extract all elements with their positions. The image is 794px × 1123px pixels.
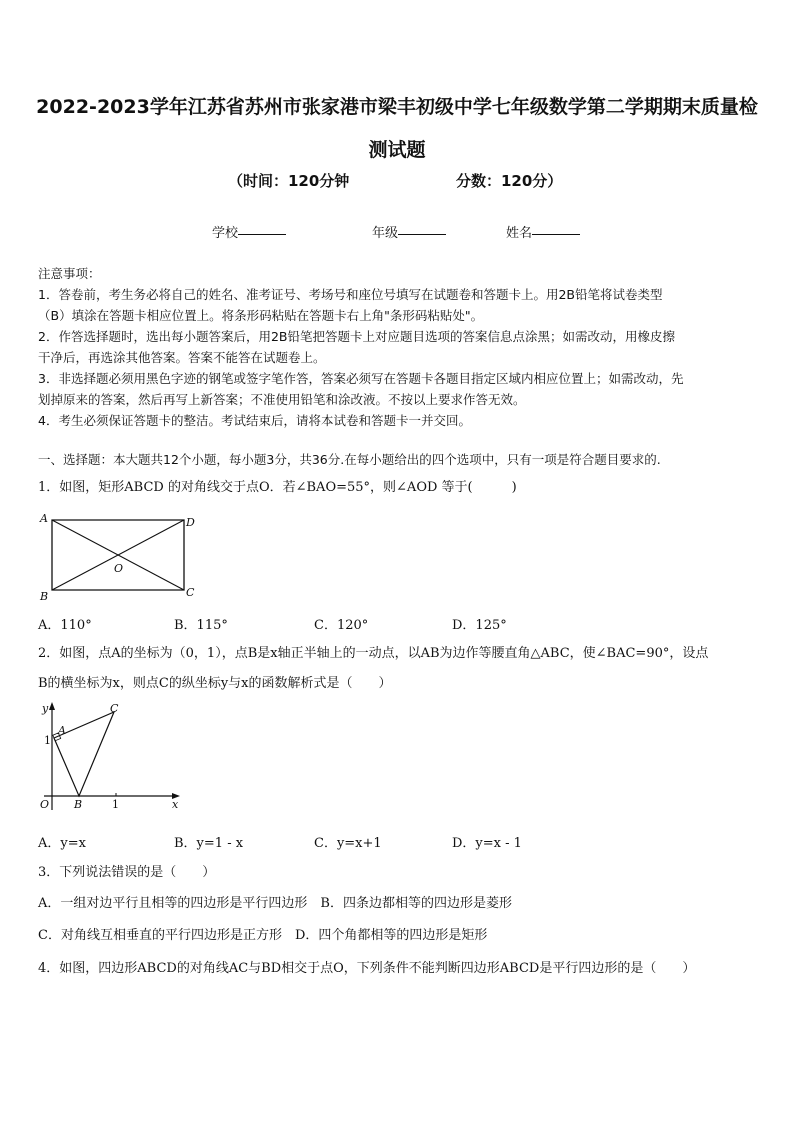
title-line-2: 测试题 xyxy=(368,139,426,161)
note-line: 1．答卷前，考生务必将自己的姓名、准考证号、考场号和座位号填写在试题卷和答题卡上。用2B铅笔将试卷类型 xyxy=(38,287,663,302)
notes-section xyxy=(38,263,758,431)
q2-option-c[interactable]: C．y=x+1 xyxy=(314,836,382,851)
school-field[interactable] xyxy=(212,222,238,241)
total-score: 分数：120分） xyxy=(456,172,563,190)
q1-option-c[interactable]: C．120° xyxy=(314,618,369,633)
name-label: 姓名 xyxy=(506,226,533,241)
label-B: B xyxy=(74,798,83,811)
title-line-1: 2022-2023学年江苏省苏州市张家港市梁丰初级中学七年级数学第二学期期末质量检 xyxy=(36,96,758,118)
label-origin: O xyxy=(40,798,50,811)
label-D: D xyxy=(186,516,195,529)
note-line: 3．非选择题必须用黑色字迹的钢笔或签字笔作答，答案必须写在答题卡各题目指定区域内相应位置上；如需改动，先 xyxy=(38,371,684,386)
label-x-one: 1 xyxy=(112,798,119,811)
notes-heading: 注意事项： xyxy=(38,266,101,281)
label-y-axis: y xyxy=(42,702,49,715)
grade-field[interactable] xyxy=(372,222,398,241)
school-label: 学校 xyxy=(212,226,239,241)
note-line: （B）填涂在答题卡相应位置上。将条形码粘贴在答题卡右上角"条形码粘贴处"。 xyxy=(38,308,484,323)
q2-stem-line-1: 2．如图，点A的坐标为（0，1），点B是x轴正半轴上的一动点，以AB为边作等腰直角△ABC，使∠BAC=90°，设点 xyxy=(38,646,709,661)
note-line: 划掉原来的答案，然后再写上新答案；不准使用铅笔和涂改液。不按以上要求作答无效。 xyxy=(38,392,526,407)
label-O: O xyxy=(114,562,124,575)
q2-coordinate-figure xyxy=(34,700,194,816)
note-line: 2．作答选择题时，选出每小题答案后，用2B铅笔把答题卡上对应题目选项的答案信息点涂黑；如需改动，用橡皮擦 xyxy=(38,329,675,344)
label-A: A xyxy=(40,512,48,525)
name-blank[interactable] xyxy=(532,222,580,235)
label-x-axis: x xyxy=(172,798,179,811)
q4-stem: 4．如图，四边形ABCD的对角线AC与BD相交于点O，下列条件不能判断四边形ABCD是平行四边形的是（ ） xyxy=(38,961,696,976)
grade-blank[interactable] xyxy=(398,222,446,235)
label-A: A xyxy=(58,724,66,737)
q2-option-a[interactable]: A．y=x xyxy=(38,836,86,851)
label-y-one: 1 xyxy=(44,734,51,747)
school-blank[interactable] xyxy=(238,222,286,235)
note-line: 干净后，再选涂其他答案。答案不能答在试题卷上。 xyxy=(38,350,326,365)
q1-option-d[interactable]: D．125° xyxy=(452,618,507,633)
time-limit: （时间：120分钟 xyxy=(228,172,350,190)
section-heading: 一、选择题：本大题共12个小题，每小题3分，共36分.在每小题给出的四个选项中，只有一项是符合题目要求的. xyxy=(38,452,661,467)
q2-option-d[interactable]: D．y=x - 1 xyxy=(452,836,522,851)
q1-stem: 1．如图，矩形ABCD 的对角线交于点O．若∠BAO=55°，则∠AOD 等于( ) xyxy=(38,480,517,495)
q1-option-b[interactable]: B．115° xyxy=(174,618,228,633)
q3-stem: 3．下列说法错误的是（ ） xyxy=(38,865,216,880)
note-line: 4．考生必须保证答题卡的整洁。考试结束后，请将本试卷和答题卡一并交回。 xyxy=(38,413,471,428)
q3-options-line-2[interactable]: C．对角线互相垂直的平行四边形是正方形 D．四个角都相等的四边形是矩形 xyxy=(38,928,488,943)
label-C: C xyxy=(186,586,195,599)
q1-option-a[interactable]: A．110° xyxy=(38,618,92,633)
exam-title xyxy=(30,86,764,172)
q1-rectangle-figure xyxy=(34,506,204,604)
label-C: C xyxy=(110,702,119,715)
q2-option-b[interactable]: B．y=1 - x xyxy=(174,836,244,851)
grade-label: 年级 xyxy=(372,226,399,241)
label-B: B xyxy=(40,590,49,603)
q3-options-line-1[interactable]: A．一组对边平行且相等的四边形是平行四边形 B．四条边都相等的四边形是菱形 xyxy=(38,896,512,911)
q2-stem-line-2: B的横坐标为x，则点C的纵坐标y与x的函数解析式是（ ） xyxy=(38,676,392,691)
name-field[interactable] xyxy=(506,222,532,241)
